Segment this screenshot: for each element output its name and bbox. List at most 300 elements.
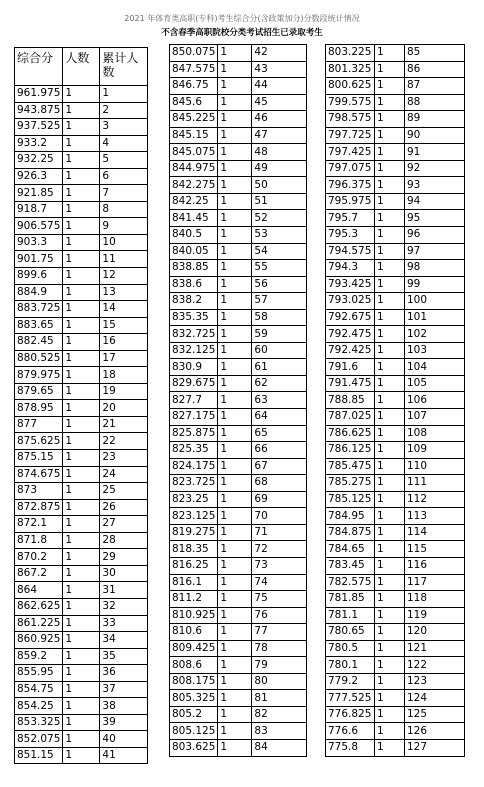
cumulative-cell: 17 (100, 350, 148, 367)
table-row (326, 574, 465, 591)
cumulative-cell: 96 (405, 227, 465, 244)
score-cell: 827.7 (170, 392, 218, 409)
count-cell: 1 (375, 260, 405, 277)
table-row (170, 193, 307, 210)
table-row (15, 416, 148, 433)
table-row (326, 640, 465, 657)
count-cell: 1 (375, 160, 405, 177)
cumulative-cell: 63 (252, 392, 307, 409)
cumulative-cell: 97 (405, 243, 465, 260)
score-cell: 786.125 (326, 442, 375, 459)
cumulative-cell: 31 (100, 582, 148, 599)
count-cell: 1 (63, 168, 100, 185)
table-row (326, 309, 465, 326)
count-cell: 1 (218, 640, 252, 657)
cumulative-cell: 23 (100, 450, 148, 467)
cumulative-cell: 42 (252, 45, 307, 62)
score-cell: 870.2 (15, 549, 63, 566)
cumulative-cell: 86 (405, 61, 465, 78)
cumulative-cell: 57 (252, 293, 307, 310)
count-cell: 1 (375, 293, 405, 310)
score-cell: 792.425 (326, 342, 375, 359)
score-cell: 864 (15, 582, 63, 599)
cumulative-cell: 74 (252, 574, 307, 591)
table-row (170, 392, 307, 409)
table-row (326, 227, 465, 244)
table-row (326, 326, 465, 343)
table-row (170, 574, 307, 591)
score-cell: 792.475 (326, 326, 375, 343)
count-cell: 1 (218, 177, 252, 194)
score-cell: 775.8 (326, 739, 375, 756)
table-row (15, 86, 148, 103)
cumulative-cell: 21 (100, 416, 148, 433)
count-cell: 1 (375, 541, 405, 558)
score-cell: 840.5 (170, 227, 218, 244)
score-cell: 811.2 (170, 591, 218, 608)
cumulative-cell: 65 (252, 425, 307, 442)
score-cell: 795.975 (326, 193, 375, 210)
count-cell: 1 (375, 557, 405, 574)
count-cell: 1 (218, 425, 252, 442)
score-cell: 784.875 (326, 524, 375, 541)
score-cell: 838.2 (170, 293, 218, 310)
cumulative-cell: 95 (405, 210, 465, 227)
table-row (326, 111, 465, 128)
score-cell: 961.975 (15, 86, 63, 103)
score-cell: 859.2 (15, 648, 63, 665)
table-row (170, 723, 307, 740)
score-cell: 809.425 (170, 640, 218, 657)
count-cell: 1 (63, 416, 100, 433)
table-row (326, 409, 465, 426)
count-cell: 1 (375, 309, 405, 326)
table-row (15, 301, 148, 318)
count-cell: 1 (63, 516, 100, 533)
count-cell: 1 (218, 127, 252, 144)
score-cell: 816.1 (170, 574, 218, 591)
cumulative-cell: 43 (252, 61, 307, 78)
score-cell: 926.3 (15, 168, 63, 185)
count-cell: 1 (375, 243, 405, 260)
score-cell: 844.975 (170, 160, 218, 177)
count-cell: 1 (218, 144, 252, 161)
score-cell: 872.875 (15, 499, 63, 516)
score-cell: 854.25 (15, 698, 63, 715)
table-row (326, 491, 465, 508)
score-cell: 846.75 (170, 78, 218, 95)
score-cell: 793.025 (326, 293, 375, 310)
table-row (15, 185, 148, 202)
table-row (15, 681, 148, 698)
count-cell: 1 (218, 342, 252, 359)
cumulative-cell: 107 (405, 409, 465, 426)
count-cell: 1 (218, 524, 252, 541)
score-cell: 845.6 (170, 94, 218, 111)
score-cell: 798.575 (326, 111, 375, 128)
table-row (326, 458, 465, 475)
cumulative-cell: 117 (405, 574, 465, 591)
score-cell: 810.925 (170, 607, 218, 624)
header-score: 综合分 (15, 48, 63, 86)
count-cell: 1 (63, 317, 100, 334)
table-row (170, 177, 307, 194)
score-cell: 883.725 (15, 301, 63, 318)
cumulative-cell: 33 (100, 615, 148, 632)
count-cell: 1 (218, 723, 252, 740)
table-row (170, 409, 307, 426)
cumulative-cell: 66 (252, 442, 307, 459)
score-cell: 781.85 (326, 591, 375, 608)
score-cell: 879.65 (15, 383, 63, 400)
score-cell: 796.375 (326, 177, 375, 194)
count-cell: 1 (218, 210, 252, 227)
header-cumulative: 累计人数 (100, 48, 148, 86)
count-cell: 1 (63, 665, 100, 682)
count-cell: 1 (375, 458, 405, 475)
table-row (170, 359, 307, 376)
table-row (170, 293, 307, 310)
cumulative-cell: 98 (405, 260, 465, 277)
table-row (15, 582, 148, 599)
count-cell: 1 (63, 648, 100, 665)
table-row (170, 475, 307, 492)
table-row (326, 243, 465, 260)
cumulative-cell: 121 (405, 640, 465, 657)
cumulative-cell: 5 (100, 152, 148, 169)
count-cell: 1 (375, 491, 405, 508)
count-cell: 1 (63, 714, 100, 731)
count-cell: 1 (63, 135, 100, 152)
count-cell: 1 (63, 383, 100, 400)
cumulative-cell: 127 (405, 739, 465, 756)
cumulative-cell: 38 (100, 698, 148, 715)
cumulative-cell: 61 (252, 359, 307, 376)
score-cell: 816.25 (170, 557, 218, 574)
table-row (170, 78, 307, 95)
score-cell: 803.625 (170, 739, 218, 756)
score-cell: 861.225 (15, 615, 63, 632)
cumulative-cell: 108 (405, 425, 465, 442)
cumulative-cell: 50 (252, 177, 307, 194)
count-cell: 1 (375, 326, 405, 343)
count-cell: 1 (218, 293, 252, 310)
cumulative-cell: 13 (100, 284, 148, 301)
score-cell: 903.3 (15, 234, 63, 251)
count-cell: 1 (218, 657, 252, 674)
document-subtitle: 不含春季高职院校分类考试招生已录取考生 (161, 28, 323, 38)
table-header-row (15, 48, 148, 86)
cumulative-cell: 88 (405, 94, 465, 111)
count-cell: 1 (63, 251, 100, 268)
count-cell: 1 (375, 409, 405, 426)
count-cell: 1 (63, 152, 100, 169)
cumulative-cell: 125 (405, 706, 465, 723)
table-row (15, 450, 148, 467)
cumulative-cell: 111 (405, 475, 465, 492)
table-row (15, 218, 148, 235)
count-cell: 1 (218, 94, 252, 111)
score-cell: 829.675 (170, 375, 218, 392)
cumulative-cell: 11 (100, 251, 148, 268)
count-cell: 1 (375, 723, 405, 740)
count-cell: 1 (63, 747, 100, 764)
table-row (15, 731, 148, 748)
cumulative-cell: 54 (252, 243, 307, 260)
table-row (15, 268, 148, 285)
cumulative-cell: 62 (252, 375, 307, 392)
count-cell: 1 (218, 160, 252, 177)
count-cell: 1 (218, 61, 252, 78)
score-cell: 818.35 (170, 541, 218, 558)
cumulative-cell: 93 (405, 177, 465, 194)
table-row (170, 690, 307, 707)
table-row (170, 491, 307, 508)
table-row (170, 127, 307, 144)
score-cell: 792.675 (326, 309, 375, 326)
score-cell: 791.6 (326, 359, 375, 376)
cumulative-cell: 72 (252, 541, 307, 558)
cumulative-cell: 32 (100, 598, 148, 615)
count-cell: 1 (218, 508, 252, 525)
score-cell: 872.1 (15, 516, 63, 533)
cumulative-cell: 67 (252, 458, 307, 475)
cumulative-cell: 73 (252, 557, 307, 574)
count-cell: 1 (375, 607, 405, 624)
table-row (326, 392, 465, 409)
count-cell: 1 (218, 574, 252, 591)
score-cell: 850.075 (170, 45, 218, 62)
cumulative-cell: 36 (100, 665, 148, 682)
score-cell: 801.325 (326, 61, 375, 78)
score-cell: 883.65 (15, 317, 63, 334)
cumulative-cell: 112 (405, 491, 465, 508)
score-table-1 (14, 47, 148, 764)
count-cell: 1 (375, 574, 405, 591)
count-cell: 1 (375, 144, 405, 161)
count-cell: 1 (218, 624, 252, 641)
table-row (170, 260, 307, 277)
count-cell: 1 (63, 483, 100, 500)
cumulative-cell: 94 (405, 193, 465, 210)
table-row (326, 425, 465, 442)
cumulative-cell: 115 (405, 541, 465, 558)
cumulative-cell: 58 (252, 309, 307, 326)
table-row (170, 706, 307, 723)
score-cell: 823.25 (170, 491, 218, 508)
count-cell: 1 (375, 276, 405, 293)
table-row (326, 541, 465, 558)
count-cell: 1 (375, 193, 405, 210)
cumulative-cell: 26 (100, 499, 148, 516)
table-row (15, 714, 148, 731)
score-cell: 825.35 (170, 442, 218, 459)
table-row (170, 425, 307, 442)
count-cell: 1 (63, 615, 100, 632)
count-cell: 1 (218, 78, 252, 95)
count-cell: 1 (63, 284, 100, 301)
table-row (15, 648, 148, 665)
table-row (326, 524, 465, 541)
score-cell: 851.15 (15, 747, 63, 764)
table-row (15, 400, 148, 417)
score-cell: 783.45 (326, 557, 375, 574)
count-cell: 1 (218, 442, 252, 459)
score-cell: 805.125 (170, 723, 218, 740)
count-cell: 1 (63, 565, 100, 582)
cumulative-cell: 87 (405, 78, 465, 95)
count-cell: 1 (63, 400, 100, 417)
score-cell: 832.125 (170, 342, 218, 359)
score-cell: 918.7 (15, 201, 63, 218)
table-row (326, 144, 465, 161)
cumulative-cell: 102 (405, 326, 465, 343)
score-cell: 780.1 (326, 657, 375, 674)
score-cell: 776.6 (326, 723, 375, 740)
cumulative-cell: 71 (252, 524, 307, 541)
cumulative-cell: 34 (100, 632, 148, 649)
count-cell: 1 (218, 309, 252, 326)
score-cell: 847.575 (170, 61, 218, 78)
count-cell: 1 (218, 359, 252, 376)
score-cell: 799.575 (326, 94, 375, 111)
table-row (15, 615, 148, 632)
table-row (326, 193, 465, 210)
count-cell: 1 (218, 276, 252, 293)
cumulative-cell: 18 (100, 367, 148, 384)
cumulative-cell: 45 (252, 94, 307, 111)
table-row (326, 442, 465, 459)
cumulative-cell: 126 (405, 723, 465, 740)
count-cell: 1 (63, 549, 100, 566)
table-row (15, 565, 148, 582)
count-cell: 1 (63, 582, 100, 599)
table-row (170, 624, 307, 641)
cumulative-cell: 1 (100, 86, 148, 103)
table-row (326, 591, 465, 608)
header-count: 人数 (63, 48, 100, 86)
cumulative-cell: 122 (405, 657, 465, 674)
count-cell: 1 (63, 450, 100, 467)
score-cell: 875.625 (15, 433, 63, 450)
count-cell: 1 (218, 706, 252, 723)
table-row (170, 657, 307, 674)
table-row (326, 260, 465, 277)
cumulative-cell: 75 (252, 591, 307, 608)
table-row (170, 144, 307, 161)
table-row (170, 739, 307, 756)
score-cell: 810.6 (170, 624, 218, 641)
score-cell: 921.85 (15, 185, 63, 202)
count-cell: 1 (218, 607, 252, 624)
score-cell: 797.425 (326, 144, 375, 161)
count-cell: 1 (375, 61, 405, 78)
table-row (15, 135, 148, 152)
cumulative-cell: 9 (100, 218, 148, 235)
table-row (170, 276, 307, 293)
table-row (170, 227, 307, 244)
count-cell: 1 (375, 359, 405, 376)
score-cell: 845.225 (170, 111, 218, 128)
count-cell: 1 (218, 557, 252, 574)
count-cell: 1 (375, 177, 405, 194)
score-cell: 794.575 (326, 243, 375, 260)
table-row (326, 293, 465, 310)
count-cell: 1 (375, 78, 405, 95)
score-cell: 785.475 (326, 458, 375, 475)
table-row (170, 458, 307, 475)
count-cell: 1 (375, 475, 405, 492)
cumulative-cell: 84 (252, 739, 307, 756)
count-cell: 1 (375, 739, 405, 756)
count-cell: 1 (375, 375, 405, 392)
score-cell: 797.075 (326, 160, 375, 177)
table-row (326, 342, 465, 359)
cumulative-cell: 10 (100, 234, 148, 251)
cumulative-cell: 44 (252, 78, 307, 95)
cumulative-cell: 3 (100, 119, 148, 136)
score-cell: 808.175 (170, 673, 218, 690)
cumulative-cell: 4 (100, 135, 148, 152)
count-cell: 1 (218, 243, 252, 260)
cumulative-cell: 51 (252, 193, 307, 210)
score-cell: 855.95 (15, 665, 63, 682)
table-row (15, 466, 148, 483)
cumulative-cell: 83 (252, 723, 307, 740)
score-cell: 845.075 (170, 144, 218, 161)
count-cell: 1 (63, 532, 100, 549)
count-cell: 1 (218, 475, 252, 492)
table-row (326, 61, 465, 78)
count-cell: 1 (63, 433, 100, 450)
score-cell: 824.175 (170, 458, 218, 475)
count-cell: 1 (63, 119, 100, 136)
table-row (15, 251, 148, 268)
score-cell: 788.85 (326, 392, 375, 409)
cumulative-cell: 28 (100, 532, 148, 549)
cumulative-cell: 82 (252, 706, 307, 723)
table-row (326, 723, 465, 740)
table-row (326, 177, 465, 194)
score-cell: 797.725 (326, 127, 375, 144)
score-cell: 777.525 (326, 690, 375, 707)
score-cell: 794.3 (326, 260, 375, 277)
cumulative-cell: 35 (100, 648, 148, 665)
table-row (170, 375, 307, 392)
cumulative-cell: 116 (405, 557, 465, 574)
cumulative-cell: 81 (252, 690, 307, 707)
score-cell: 906.575 (15, 218, 63, 235)
count-cell: 1 (63, 698, 100, 715)
count-cell: 1 (218, 326, 252, 343)
cumulative-cell: 47 (252, 127, 307, 144)
cumulative-cell: 109 (405, 442, 465, 459)
count-cell: 1 (218, 375, 252, 392)
cumulative-cell: 91 (405, 144, 465, 161)
table-row (170, 541, 307, 558)
table-row (15, 102, 148, 119)
cumulative-cell: 89 (405, 111, 465, 128)
score-cell: 823.725 (170, 475, 218, 492)
score-cell: 842.275 (170, 177, 218, 194)
table-row (15, 234, 148, 251)
cumulative-cell: 114 (405, 524, 465, 541)
score-cell: 871.8 (15, 532, 63, 549)
score-cell: 841.45 (170, 210, 218, 227)
cumulative-cell: 29 (100, 549, 148, 566)
table-row (15, 516, 148, 533)
score-cell: 786.625 (326, 425, 375, 442)
